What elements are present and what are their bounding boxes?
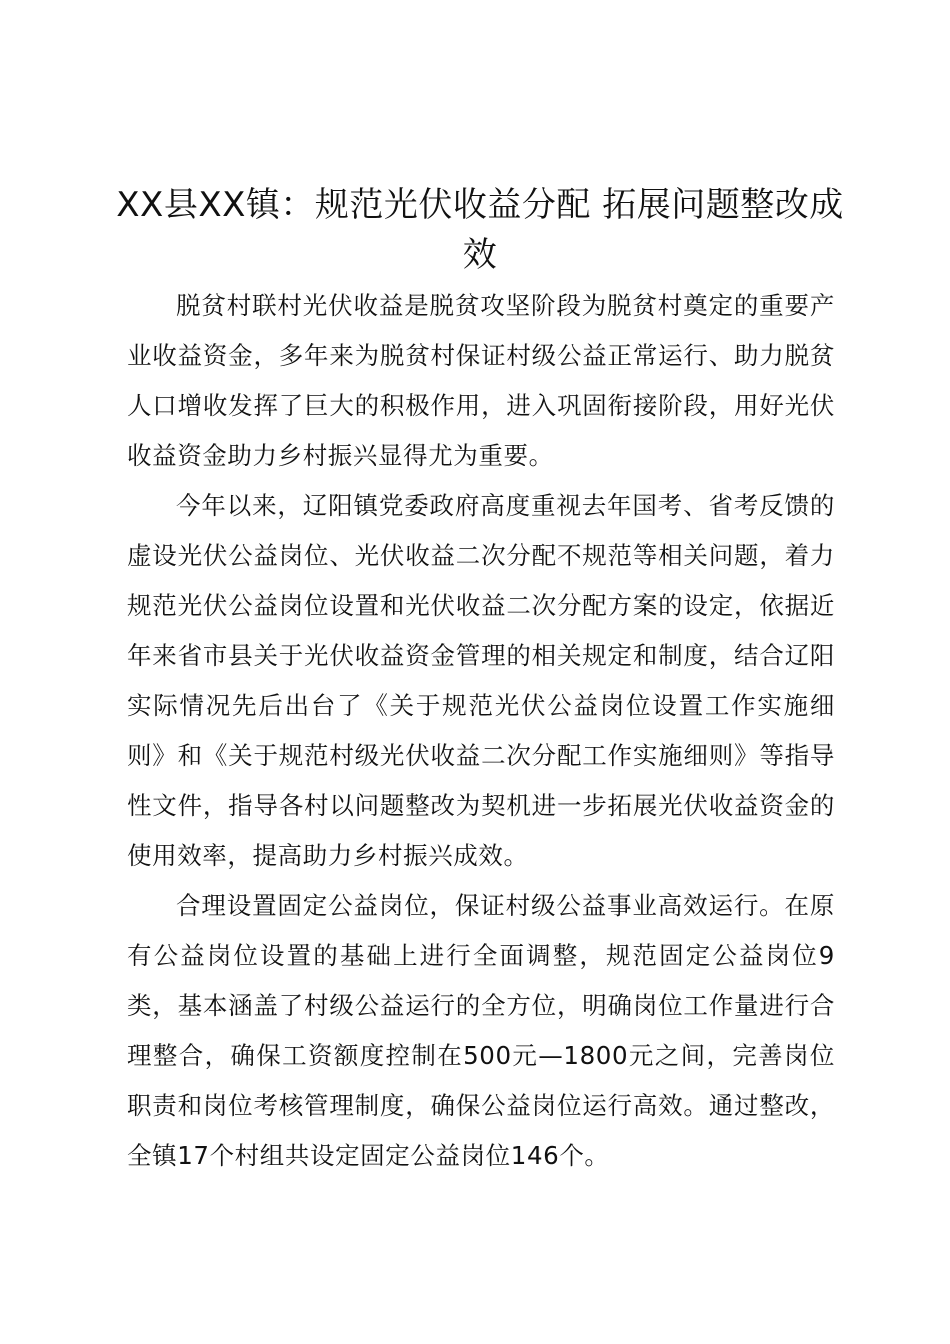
paragraph-positions: 合理设置固定公益岗位，保证村级公益事业高效运行。在原有公益岗位设置的基础上进行全面调整，规范固定公益岗位9类，基本涵盖了村级公益运行的全方位，明确岗位工作量进行合理整合，确保工资额度控制在500元—1800元之间，完善岗位职责和岗位考核管理制度，确保公益岗位运行高效。通过整改，全镇17个村组共设定固定公益岗位146个。: [127, 891, 835, 1170]
paragraph-measures: 今年以来，辽阳镇党委政府高度重视去年国考、省考反馈的虚设光伏公益岗位、光伏收益二次分配不规范等相关问题，着力规范光伏公益岗位设置和光伏收益二次分配方案的设定，依据近年来省市县关于光伏收益资金管理的相关规定和制度，结合辽阳实际情况先后出台了《关于规范光伏公益岗位设置工作实施细则》和《关于规范村级光伏收益二次分配工作实施细则》等指导性文件，指导各村以问题整改为契机进一步拓展光伏收益资金的使用效率，提高助力乡村振兴成效。: [127, 491, 835, 870]
document-body: [127, 281, 835, 1181]
document-title: XX县XX镇：规范光伏收益分配 拓展问题整改成效: [116, 185, 844, 275]
paragraph-intro: 脱贫村联村光伏收益是脱贫攻坚阶段为脱贫村奠定的重要产业收益资金，多年来为脱贫村保证村级公益正常运行、助力脱贫人口增收发挥了巨大的积极作用，进入巩固衔接阶段，用好光伏收益资金助力乡村振兴显得尤为重要。: [127, 291, 835, 470]
